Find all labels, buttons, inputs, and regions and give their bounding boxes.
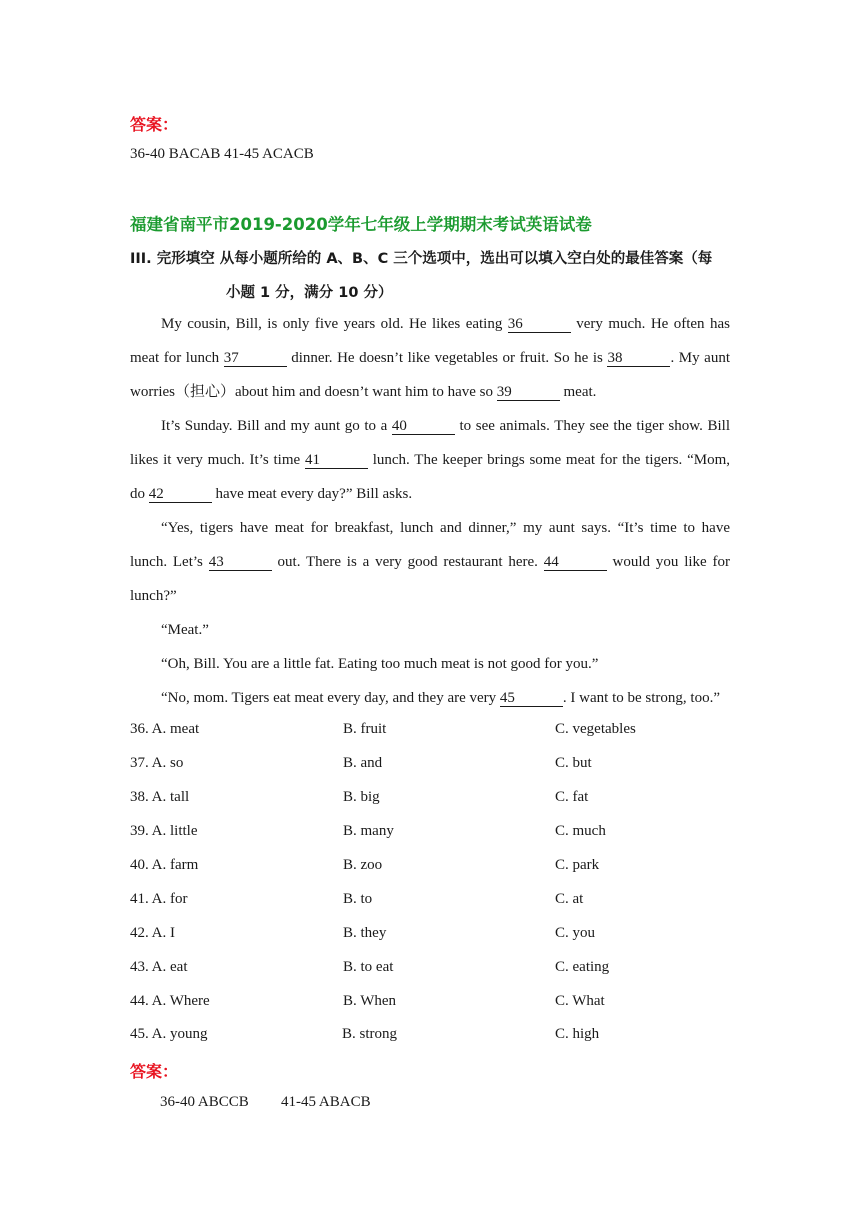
instruction-line-1: III. 完形填空 从每小题所给的 A、B、C 三个选项中，选出可以填入空白处的最佳答案（每 <box>130 251 713 267</box>
option-c: C. eating <box>555 959 610 975</box>
option-c: C. fat <box>555 789 589 805</box>
answer-label: 答案： <box>130 1062 179 1081</box>
blank-39: 39 <box>497 384 560 401</box>
option-b: B. zoo <box>343 857 383 873</box>
option-row <box>130 891 730 911</box>
blank-41: 41 <box>305 452 368 469</box>
option-b: B. big <box>343 789 380 805</box>
paragraph-2-line-3: do 42 have meat every day?” Bill asks. <box>130 486 413 502</box>
answer-text-part-2: 41-45 ABACB <box>281 1094 371 1110</box>
answer-label: 答案： <box>130 115 179 134</box>
instruction-line-2: 小题 1 分，满分 10 分） <box>226 285 393 301</box>
paragraph-4: “Meat.” <box>161 622 209 638</box>
blank-37: 37 <box>224 350 287 367</box>
option-a: 45. A. young <box>130 1026 208 1042</box>
option-c: C. vegetables <box>555 721 636 737</box>
option-c: C. you <box>555 925 596 941</box>
option-c: C. at <box>555 891 584 907</box>
option-b: B. many <box>343 823 394 839</box>
option-a: 38. A. tall <box>130 789 190 805</box>
answer-text-part-1: 36-40 ABCCB <box>160 1094 249 1110</box>
option-b: B. they <box>343 925 387 941</box>
option-a: 42. A. I <box>130 925 175 941</box>
option-row <box>130 721 730 741</box>
option-c: C. What <box>555 993 605 1009</box>
paragraph-1-line-2: meat for lunch 37 dinner. He doesn’t like vegetables or fruit. So he is 38 . My aunt <box>130 350 731 366</box>
option-b: B. strong <box>342 1026 398 1042</box>
option-a: 39. A. little <box>130 823 198 839</box>
section-title: 福建省南平市2019-2020学年七年级上学期期末考试英语试卷 <box>130 215 592 234</box>
blank-42: 42 <box>149 486 212 503</box>
paragraph-2-line-2: likes it very much. It’s time 41 lunch. The keeper brings some meat for the tigers. “Mom, <box>130 452 730 468</box>
paragraph-3: “Yes, tigers have meat for breakfast, lunch and dinner,” my aunt says. “It’s time to have <box>161 520 730 536</box>
option-a: 37. A. so <box>130 755 184 771</box>
option-b: B. to <box>343 891 373 907</box>
blank-45: 45 <box>500 690 563 707</box>
option-a: 40. A. farm <box>130 857 199 873</box>
paragraph-3-line-3: lunch?” <box>130 588 177 604</box>
blank-40: 40 <box>392 418 455 435</box>
option-b: B. When <box>343 993 397 1009</box>
option-row <box>130 993 730 1013</box>
blank-38: 38 <box>607 350 670 367</box>
option-c: C. park <box>555 857 600 873</box>
option-c: C. much <box>555 823 606 839</box>
option-a: 43. A. eat <box>130 959 188 975</box>
blank-43: 43 <box>209 554 272 571</box>
option-row <box>130 925 730 945</box>
option-c: C. high <box>555 1026 600 1042</box>
option-b: B. to eat <box>343 959 394 975</box>
option-row <box>130 857 730 877</box>
blank-36: 36 <box>508 316 571 333</box>
option-b: B. and <box>343 755 383 771</box>
option-row <box>130 1026 730 1046</box>
option-row <box>130 755 730 775</box>
option-row <box>130 959 730 979</box>
option-a: 36. A. meat <box>130 721 200 737</box>
paragraph-3-line-2: lunch. Let’s 43 out. There is a very good restaurant here. 44 would you like for <box>130 554 730 570</box>
paragraph-1-line-3: worries（担心）about him and doesn’t want him to have so 39 meat. <box>130 384 597 400</box>
option-row <box>130 823 730 843</box>
paragraph-2: It’s Sunday. Bill and my aunt go to a 40 to see animals. They see the tiger show. Bill <box>161 418 730 434</box>
option-b: B. fruit <box>343 721 387 737</box>
paragraph-6: “No, mom. Tigers eat meat every day, and they are very 45 . I want to be strong, too.” <box>161 690 720 706</box>
blank-44: 44 <box>544 554 607 571</box>
option-row <box>130 789 730 809</box>
option-c: C. but <box>555 755 592 771</box>
paragraph-1: My cousin, Bill, is only five years old. He likes eating 36 very much. He often has <box>161 316 730 332</box>
answer-text: 36-40 BACAB 41-45 ACACB <box>130 146 314 162</box>
paragraph-5: “Oh, Bill. You are a little fat. Eating too much meat is not good for you.” <box>161 656 599 672</box>
option-a: 44. A. Where <box>130 993 210 1009</box>
option-a: 41. A. for <box>130 891 188 907</box>
